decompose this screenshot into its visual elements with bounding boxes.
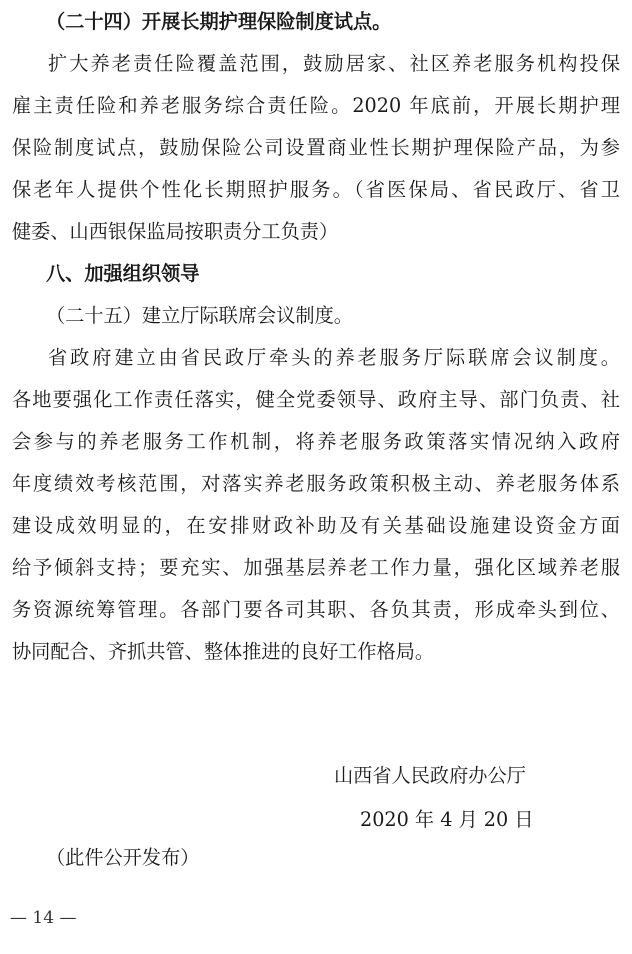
section-24-line-2: 雇主责任险和养老服务综合责任险。2020 年底前，开展长期护理 (12, 94, 620, 117)
issuing-organization: 山西省人民政府办公厅 (334, 764, 526, 787)
section-25-line-5: 建设成效明显的，在安排财政补助及有关基础设施建设资金方面 (12, 514, 620, 537)
section-25-line-2: 各地要强化工作责任落实，健全党委领导、政府主导、部门负责、社 (12, 388, 620, 411)
section-24-line-1: 扩大养老责任险覆盖范围，鼓励居家、社区养老服务机构投保 (48, 52, 620, 75)
section-25-line-4: 年度绩效考核范围，对落实养老服务政策积极主动、养老服务体系 (12, 472, 620, 495)
section-24-line-4: 保老年人提供个性化长期照护服务。（省医保局、省民政厅、省卫 (12, 178, 620, 201)
section-25-line-8: 协同配合、齐抓共管、整体推进的良好工作格局。 (12, 640, 435, 663)
section-8-heading: 八、加强组织领导 (46, 262, 200, 285)
page-number: — 14 — (10, 908, 77, 928)
section-25-line-6: 给予倾斜支持；要充实、加强基层养老工作力量，强化区域养老服 (12, 556, 620, 579)
section-24-heading: （二十四）开展长期护理保险制度试点。 (46, 10, 392, 33)
issue-date: 2020 年 4 月 20 日 (360, 808, 534, 831)
section-25-heading: （二十五）建立厅际联席会议制度。 (46, 304, 353, 327)
publish-note: （此件公开发布） (46, 846, 200, 869)
section-25-line-1: 省政府建立由省民政厅牵头的养老服务厅际联席会议制度。 (48, 346, 620, 369)
section-25-line-7: 务资源统筹管理。各部门要各司其职、各负其责，形成牵头到位、 (12, 598, 620, 621)
section-24-line-3: 保险制度试点，鼓励保险公司设置商业性长期护理保险产品，为参 (12, 136, 620, 159)
section-24-line-5: 健委、山西银保监局按职责分工负责） (12, 220, 339, 243)
section-25-line-3: 会参与的养老服务工作机制，将养老服务政策落实情况纳入政府 (12, 430, 620, 453)
